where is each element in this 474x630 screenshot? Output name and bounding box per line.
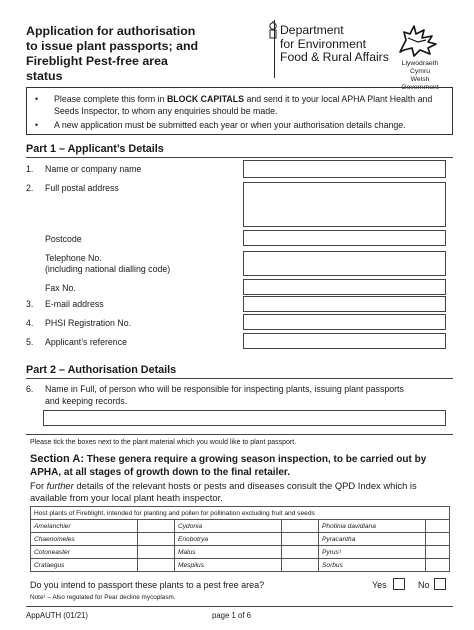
instructions-box xyxy=(26,87,453,135)
fax-label: Fax No. xyxy=(45,283,76,293)
telephone-sublabel: (including national dialling code) xyxy=(45,264,171,274)
tick-cell[interactable] xyxy=(138,559,175,572)
tick-cell[interactable] xyxy=(138,546,175,559)
tick-cell[interactable] xyxy=(138,533,175,546)
tick-cell[interactable] xyxy=(282,546,319,559)
defra-logo-text: Department for Environment Food & Rural Affairs xyxy=(280,23,389,64)
reference-field[interactable] xyxy=(243,333,446,349)
table-row: Amelanchier Cydonia Photinia davidiana xyxy=(31,520,450,533)
tick-cell[interactable] xyxy=(282,559,319,572)
royal-crest-icon xyxy=(268,20,278,42)
table-row: Cotoneaster Malus Pyrus¹ xyxy=(31,546,450,559)
table-row: Crataegus Mespilus Sorbus xyxy=(31,559,450,572)
yes-checkbox[interactable] xyxy=(393,578,405,590)
form-code: AppAUTH (01/21) xyxy=(26,611,88,620)
q6-label-line2: and keeping records. xyxy=(45,396,128,406)
no-label: No xyxy=(418,580,430,590)
no-checkbox[interactable] xyxy=(434,578,446,590)
tick-cell[interactable] xyxy=(282,520,319,533)
telephone-field[interactable] xyxy=(243,251,446,276)
fax-field[interactable] xyxy=(243,279,446,295)
name-field[interactable] xyxy=(243,160,446,178)
tick-instruction: Please tick the boxes next to the plant material which you would like to plant passport. xyxy=(30,439,297,446)
responsible-person-field[interactable] xyxy=(43,410,446,426)
section-rule xyxy=(26,434,453,435)
phsi-field[interactable] xyxy=(243,314,446,330)
postcode-field[interactable] xyxy=(243,230,446,246)
footer-rule xyxy=(26,606,453,607)
title-line: Fireblight Pest-free area xyxy=(26,54,168,68)
part-2-title: Part 2 – Authorisation Details xyxy=(26,364,177,376)
reference-label: Applicant’s reference xyxy=(45,337,127,347)
address-field[interactable] xyxy=(243,182,446,227)
part-1-rule xyxy=(26,157,453,158)
section-a-description: For further details of the relevant hosts or pests and diseases consult the QPD Index which is available from your local plant heath inspector. xyxy=(30,480,417,503)
part-2-rule xyxy=(26,378,453,379)
welsh-government-logo-text: Llywodraeth Cymru Welsh Government xyxy=(401,60,439,91)
q6-label-line1: Name in Full, of person who will be responsible for inspecting plants, issuing plant passports xyxy=(45,384,404,394)
tick-cell[interactable] xyxy=(426,520,450,533)
address-label: Full postal address xyxy=(45,183,119,193)
email-field[interactable] xyxy=(243,296,446,312)
tick-cell[interactable] xyxy=(426,546,450,559)
welsh-dragon-icon xyxy=(396,22,440,58)
table-header: Host plants of Fireblight, intended for planting and pollen for pollination excluding fruit and seeds xyxy=(31,507,450,520)
tick-cell[interactable] xyxy=(426,533,450,546)
title-line: Application for authorisation xyxy=(26,24,196,38)
instruction-item: • A new application must be submitted each year or when your authorisation details change. xyxy=(35,120,406,130)
telephone-label: Telephone No. xyxy=(45,253,102,263)
yes-label: Yes xyxy=(372,580,387,590)
defra-divider xyxy=(274,20,275,78)
page-number: page 1 of 6 xyxy=(212,611,252,620)
table-row: Chaenomeles Eriobotrya Pyracantha xyxy=(31,533,450,546)
name-label: Name or company name xyxy=(45,164,142,174)
section-a-heading: Section A: These genera require a growing season inspection, to be carried out by APHA, at all stages of growth down to the final retailer. xyxy=(30,453,427,478)
tick-cell[interactable] xyxy=(138,520,175,533)
tick-cell[interactable] xyxy=(426,559,450,572)
postcode-label: Postcode xyxy=(45,234,82,244)
part-1-title: Part 1 – Applicant’s Details xyxy=(26,143,164,155)
pear-decline-note: Note¹ – Also regulated for Pear decline mycoplasm. xyxy=(30,594,176,601)
instruction-item: • Please complete this form in BLOCK CAPITALS and send it to your local APHA Plant Health and Seeds Inspector, to whom any enquiries should be made. xyxy=(35,94,433,116)
tick-cell[interactable] xyxy=(282,533,319,546)
fireblight-hosts-table xyxy=(30,506,450,572)
form-title xyxy=(26,24,246,84)
title-line: to issue plant passports; and xyxy=(26,39,199,53)
phsi-label: PHSI Registration No. xyxy=(45,318,132,328)
title-line: status xyxy=(26,69,63,83)
pest-free-question: Do you intend to passport these plants to a pest free area? xyxy=(30,580,265,590)
email-label: E-mail address xyxy=(45,299,104,309)
